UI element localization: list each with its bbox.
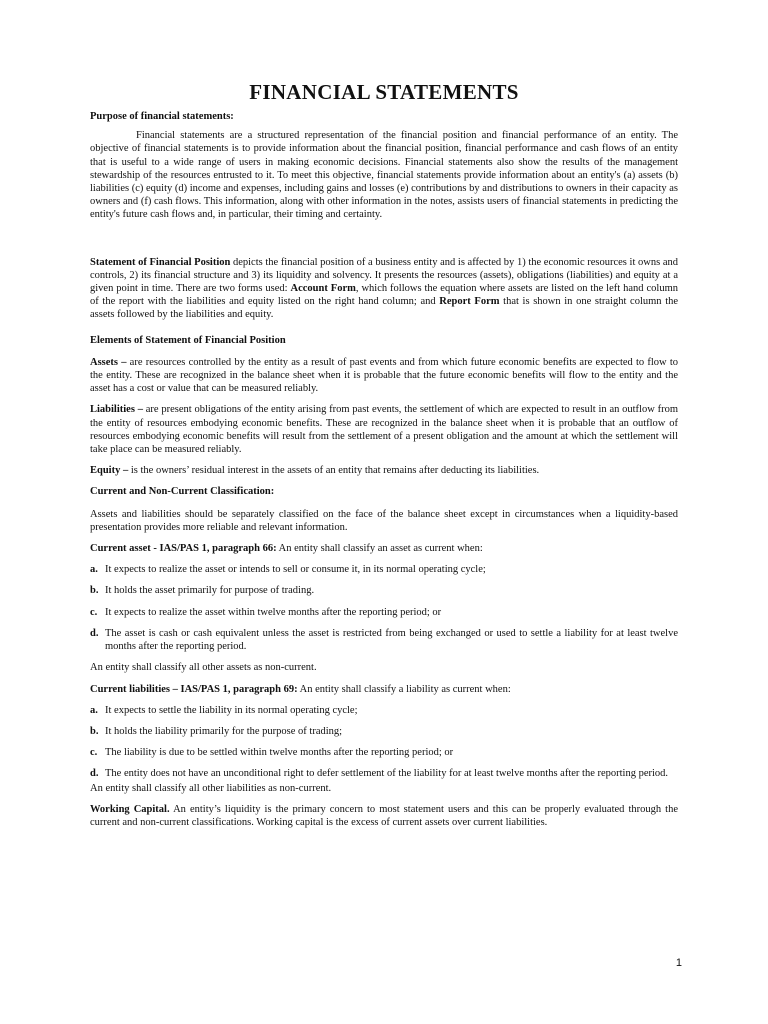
list-item bbox=[90, 725, 678, 738]
working-capital-term: Working Capital. bbox=[90, 803, 170, 815]
current-asset-closing: An entity shall classify all other assets as non-current. bbox=[90, 662, 317, 674]
list-item bbox=[90, 584, 678, 597]
purpose-heading: Purpose of financial statements: bbox=[90, 111, 234, 122]
current-asset-list bbox=[90, 563, 678, 653]
list-item-text: The liability is due to be settled within twelve months after the reporting period; or bbox=[105, 747, 454, 759]
equity-definition: is the owners’ residual interest in the assets of an entity that remains after deducting its liabilities. bbox=[128, 465, 540, 477]
list-marker: d. bbox=[90, 627, 99, 639]
current-liabilities-list bbox=[90, 704, 678, 781]
list-item-text: The asset is cash or cash equivalent unless the asset is restricted from being exchanged or used to settle a liability for at least twelve months after the reporting period. bbox=[105, 627, 678, 653]
purpose-paragraph: Financial statements are a structured representation of the financial position and financial performance of an entity. The objective of financial statements is to provide information about the financial position, financial performance and cash flows of an entity that is useful to a wide range of users in making economic decisions. Financial statements also show the results of the management stewardship of the resources entrusted to it. To meet this objective, financial statements provide information about an entity's (a) assets (b) liabilities (c) equity (d) income and expenses, including gains and losses (e) contributions by and distributions to owners in their capacity as owners and (f) cash flows. This information, along with other information in the notes, assists users of financial statements in predicting the entity's future cash flows and, in particular, their timing and certainty. bbox=[90, 130, 678, 221]
current-asset-intro bbox=[90, 542, 678, 555]
list-item-text: It expects to settle the liability in its normal operating cycle; bbox=[105, 704, 358, 716]
list-item bbox=[90, 704, 678, 717]
list-marker: c. bbox=[90, 747, 98, 759]
sfp-text-1: depicts the financial position of a business entity and is affected by 1) the economic resources it owns and controls, 2) its financial structure and 3) its liquidity and solvency. It presents the resources (assets), obligations (liabilities) and equity at a given point in time. There are two forms used: bbox=[90, 256, 678, 295]
classification-paragraph: Assets and liabilities should be separately classified on the face of the balance sheet except in circumstances when a liquidity-based presentation provides more reliable and relevant information. bbox=[90, 508, 678, 533]
list-item bbox=[90, 746, 678, 759]
list-marker: b. bbox=[90, 585, 99, 597]
current-asset-lead: An entity shall classify an asset as current when: bbox=[276, 543, 483, 555]
page-number: 1 bbox=[675, 957, 682, 969]
elements-heading: Elements of Statement of Financial Position bbox=[90, 334, 286, 346]
current-asset-term: Current asset - IAS/PAS 1, paragraph 66: bbox=[90, 543, 277, 555]
current-liabilities-closing: An entity shall classify all other liabilities as non-current. bbox=[90, 782, 332, 794]
list-item bbox=[90, 767, 678, 780]
working-capital-text: An entity’s liquidity is the primary concern to most statement users and this can be properly evaluated through the current and non-current classifications. Working capital is the excess of current assets over current liabilities. bbox=[90, 803, 678, 828]
liabilities-definition: are present obligations of the entity arising from past events, the settlement of which are expected to result in an outflow from the entity of resources embodying economic benefits. These are recognized in the balance sheet when it is probable that an outflow of resources embodying economic benefits will result from the settlement of a present obligation and the amount at which the settlement will take place can be measured reliably. bbox=[90, 404, 678, 456]
sfp-text-2: , which follows the equation where assets are listed on the left hand column of the report with the liabilities and equity listed on the right hand column; and bbox=[90, 283, 678, 308]
liabilities-paragraph bbox=[90, 403, 678, 456]
list-item bbox=[90, 606, 678, 619]
document-page bbox=[90, 78, 678, 829]
equity-term: Equity – bbox=[90, 465, 129, 477]
account-form-term: Account Form bbox=[290, 283, 356, 295]
list-marker: c. bbox=[90, 606, 98, 618]
list-marker: a. bbox=[90, 704, 98, 716]
list-item-text: It holds the asset primarily for purpose of trading. bbox=[105, 585, 315, 597]
sfp-text-3: that is shown in one straight column the assets followed by the liabilities and equity. bbox=[90, 296, 679, 321]
list-item bbox=[90, 627, 678, 653]
list-item-text: It expects to realize the asset or intends to sell or consume it, in its normal operating cycle; bbox=[105, 564, 486, 576]
assets-paragraph bbox=[90, 356, 678, 396]
equity-paragraph bbox=[90, 464, 678, 477]
current-liabilities-lead: An entity shall classify a liability as current when: bbox=[297, 683, 511, 695]
document-title: FINANCIAL STATEMENTS bbox=[249, 80, 519, 104]
classification-heading: Current and Non-Current Classification: bbox=[90, 486, 275, 498]
working-capital-paragraph bbox=[90, 803, 678, 829]
report-form-term: Report Form bbox=[439, 296, 500, 308]
current-liabilities-term: Current liabilities – IAS/PAS 1, paragraph 69: bbox=[90, 683, 298, 695]
assets-definition: are resources controlled by the entity as a result of past events and from which future economic benefits are expected to flow to the entity. These are recognized in the balance sheet when it is probable that the future economic benefits will flow to the entity and the asset has a cost or value that can be measured reliably. bbox=[90, 356, 678, 395]
list-item-text: It holds the liability primarily for the purpose of trading; bbox=[105, 725, 343, 737]
list-marker: a. bbox=[90, 564, 98, 576]
list-marker: b. bbox=[90, 725, 99, 737]
list-item bbox=[90, 563, 678, 576]
list-marker: d. bbox=[90, 768, 99, 780]
list-item-text: It expects to realize the asset within twelve months after the reporting period; or bbox=[105, 606, 442, 618]
sfp-paragraph bbox=[90, 256, 678, 322]
current-liabilities-intro bbox=[90, 683, 678, 696]
list-item-text: The entity does not have an unconditional right to defer settlement of the liability for at least twelve months after the reporting period. bbox=[105, 768, 669, 780]
assets-term: Assets – bbox=[90, 356, 127, 368]
liabilities-term: Liabilities – bbox=[90, 404, 143, 416]
sfp-term: Statement of Financial Position bbox=[90, 256, 231, 268]
